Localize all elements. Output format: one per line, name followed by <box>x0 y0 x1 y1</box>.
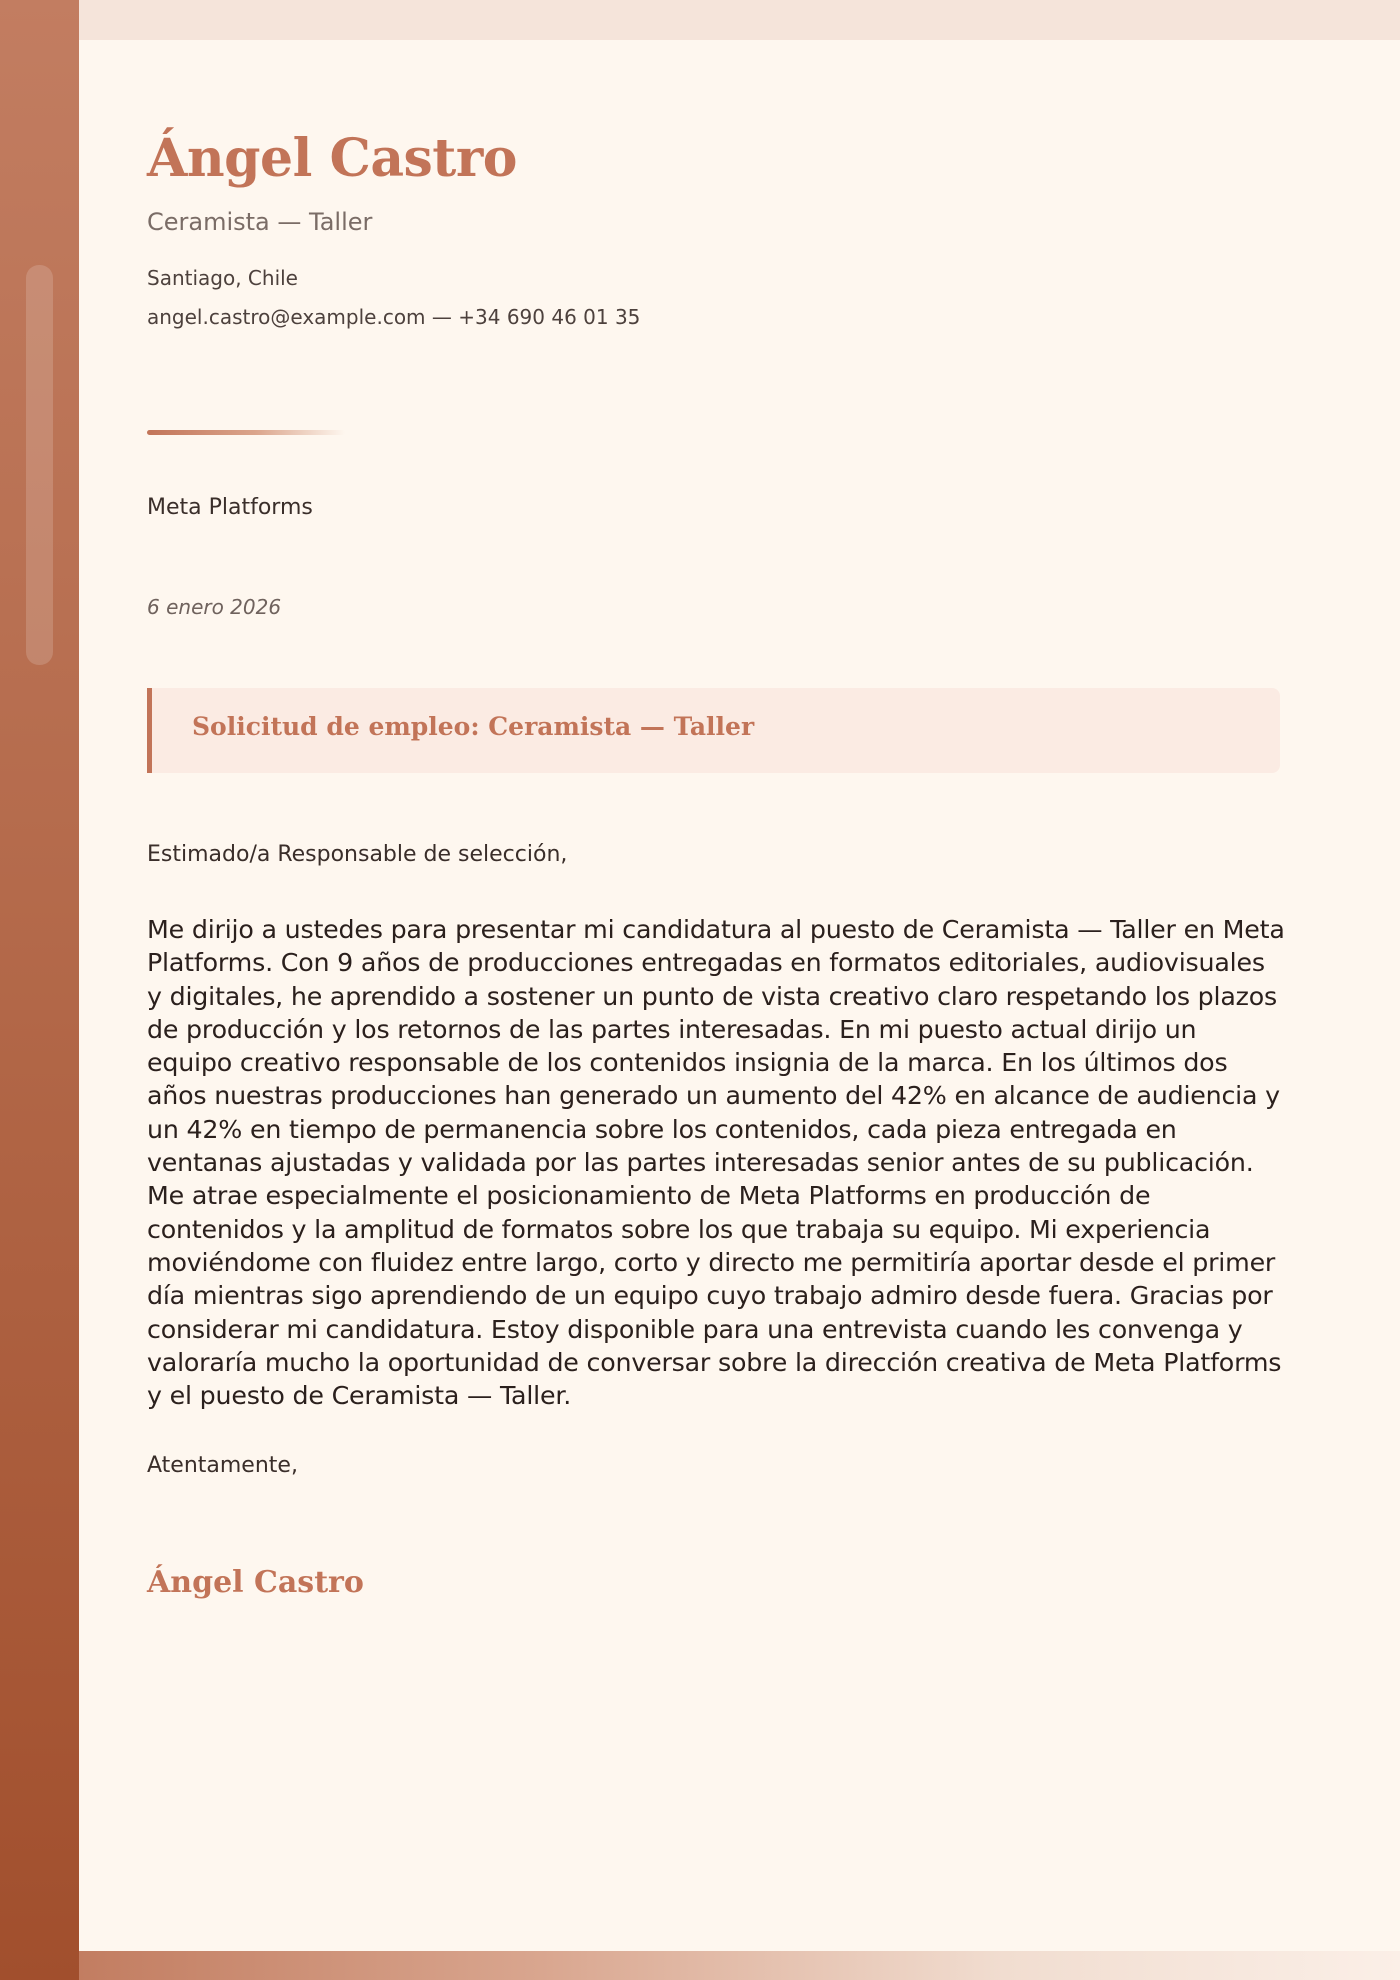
bottom-band <box>79 1951 1400 1980</box>
subject-box <box>147 688 1280 773</box>
recipient-company: Meta Platforms <box>147 495 313 520</box>
top-band <box>79 0 1400 40</box>
sender-contact: angel.castro@example.com — +34 690 46 01 35 <box>147 305 641 329</box>
letter-date: 6 enero 2026 <box>147 595 282 619</box>
sender-name: Ángel Castro <box>147 128 517 189</box>
sender-location: Santiago, Chile <box>147 266 298 290</box>
sidebar-scroll-handle[interactable] <box>26 265 53 665</box>
signature: Ángel Castro <box>147 1565 364 1600</box>
greeting: Estimado/a Responsable de selección, <box>147 842 568 867</box>
decorative-sidebar <box>0 0 79 1980</box>
subject-line: Solicitud de empleo: Ceramista — Taller <box>192 712 755 741</box>
header-divider <box>147 430 345 435</box>
sender-job-title: Ceramista — Taller <box>147 208 373 236</box>
closing: Atentamente, <box>147 1453 298 1478</box>
letter-body: Me dirijo a ustedes para presentar mi candidatura al puesto de Ceramista — Taller en Meta Platforms. Con 9 años de producciones entregadas en formatos editoriales, audiovisuales y digitales, he aprendido a sostener un punto de vista creativo claro respetando los plazos de producción y los retornos de las partes interesadas. En mi puesto actual dirijo un equipo creativo responsable de los contenidos insignia de la marca. En los últimos dos años nuestras producciones han generado un aumento del 42% en alcance de audiencia y un 42% en tiempo de permanencia sobre los contenidos, cada pieza entregada en ventanas ajustadas y validada por las partes interesadas senior antes de su publicación. Me atrae especialmente el posicionamiento de Meta Platforms en producción de contenidos y la amplitud de formatos sobre los que trabaja su equipo. Mi experiencia moviéndome con fluidez entre largo, corto y directo me permitiría aportar desde el primer día mientras sigo aprendiendo de un equipo cuyo trabajo admiro desde fuera. Gracias por considerar mi candidatura. Estoy disponible para una entrevista cuando les convenga y valoraría mucho la oportunidad de conversar sobre la dirección creativa de Meta Platforms y el puesto de Ceramista — Taller. <box>147 915 1285 1411</box>
